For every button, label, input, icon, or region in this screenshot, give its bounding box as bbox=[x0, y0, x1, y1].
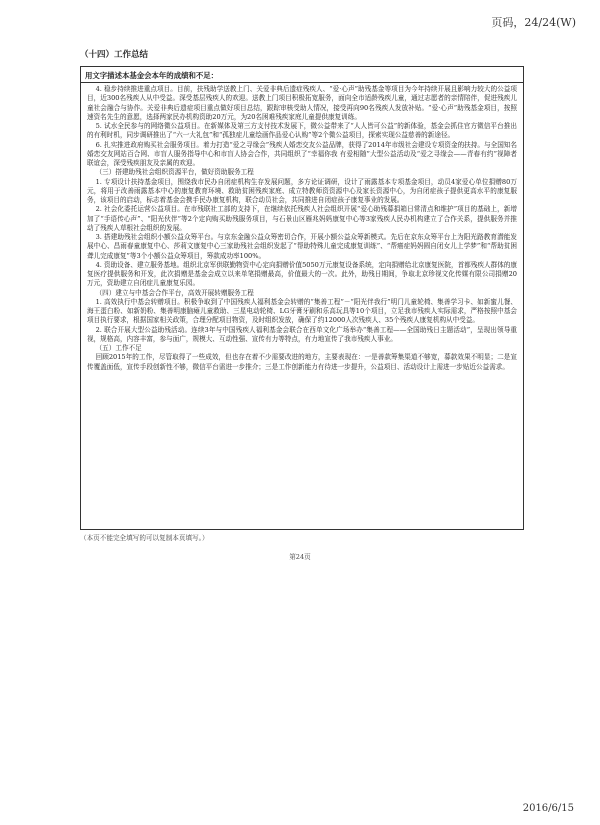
paragraph-key-projects: 4. 稳步持续推进重点项目。目前，扶残助学送教上门、关爱非典后遗症残疾人、“爱·心声”助残基金等项目为今年持续开展且影响力较大的公益项目，近300名残疾人从中受益。深受基层残疾人的欢迎。送教上门项目积极拓宽服务，面向全市适龄残疾儿童，通过志愿者的亲情陪伴，促进残疾儿童社会融合与协作。关爱非典后遗症项目重点做好项目总结，跟踪审核受助人情况，接受再向90名残疾人发放补贴。“爱·心声”助残基金项目，按照速资名先生的意愿，选择两家民办机构资助20万元，为20名困难残疾家庭儿童提供康复训练。 bbox=[87, 85, 517, 121]
copy-note: （本页不能完全填写的可以复制本页填写。） bbox=[80, 534, 209, 542]
prompt-label: 用文字描述本基金会本年的成绩和不足： bbox=[81, 67, 523, 83]
section-title: （十四）工作总结 bbox=[80, 50, 149, 60]
subheading-cooperation-platform: （四）建立与中基会合作平台，高效开展转赠服务工程 bbox=[95, 288, 254, 297]
footer-page-number: 第24页 bbox=[289, 553, 311, 561]
paragraph-micro-charity: 5. 试水全民参与的网络微公益项目。在新媒体及第三方支付技术发展下，微公益带来了“人人皆可公益”的新体验，基金会抓住官方微信平台推出的有利时机，同步调研推出了“六一大礼包”和“孤独症儿童绘画作品爱心认购”等2个微公益项目，探索实现公益慈善的新途径。 bbox=[87, 122, 517, 140]
summary-frame bbox=[80, 66, 524, 530]
paragraph-transfer-projects: 1. 高效执行中基会转赠项目。积极争取到了中国残疾人福利基金会转赠的“集善工程”－“阳光伴我行”明门儿童轮椅、集善学习卡、如新蜜儿餐、海王蛋白粉、如新奶粉、集善明康脑瘫儿童救助、三星电动轮椅、LG牙膏牙刷和乐高玩具等10个项目，立足我市残疾人实际需求，严格按照中基会项目执行要求，根据国家相关政策，合理分配项目物资，及时组织发放，确保了约12000人次残疾人、35个残疾人康复机构从中受益。 bbox=[87, 297, 517, 325]
print-date: 2016/6/15 bbox=[522, 803, 574, 814]
paragraph-gov-services: 6. 扎实推进政府购买社会服务项目。着力打造“爱之寻缘会”残疾人婚恋交友公益品牌，获得了2014年市级社会建设专项资金的扶持。与全国知名婚恋交友网站百合网、市盲人服务指导中心和市盲人协会合作，共同组织了“幸福你我 有爱相随”大型公益活动及“爱之寻缘会——青春有约”视障者联谊会，深受残疾朋友及亲属的欢迎。 bbox=[87, 140, 517, 167]
paragraph-special-fund: 1. 专项设计扶持基金项目，围绕我市民办自闭症机构生存发展问题，多方论证调研，设计了雨露基本专项基金项目，动员4家爱心单位捐赠80万元，将用于改善雨露基本中心的康复教育环境、救助贫困残疾家庭、成立特教师资资源中心及家长资源中心，为自闭症孩子提供更高水平的康复服务，该项目的启动，标志着基金会携手民办康复机构，联合动员社会，共同推进自闭症孩子康复事业的发展。 bbox=[87, 177, 517, 204]
page-number: 页码，24/24(W) bbox=[491, 16, 576, 29]
paragraph-equipment-donation: 4. 资助设备、建立服务基地。组织北京军供联勤物资中心定向捐赠价值5050万元康复设备系统，定向捐赠给北京康复医院，首都残疾人群体的康复医疗提供服务和开发，此次捐赠是基金会成立以来单笔捐赠最高，价值最大的一次。此外，助残日期间，争取北京珍视文化传媒有限公司捐赠20万元，资助建立自闭症儿童康复乐园。 bbox=[87, 260, 517, 288]
subheading-shortcomings: （五）工作不足 bbox=[95, 344, 142, 352]
paragraph-outsourced-projects: 2. 社会化委托运营公益项目。在市残联社工部的支持下，在继续依托残疾人社会组织开展“爱心助残募捐箱日常清点和维护”项目的基础上，新增加了“手语传心声”、“阳光伙伴”等2个定向购买助残服务项目，与石景山区雁兆妈妈康复中心等3家残疾人民办机构建立了合作关系，提供服务并推动了残疾人草根社会组织的发展。 bbox=[87, 205, 517, 232]
paragraph-shortcomings: 回顾2015年的工作，尽管取得了一些成效，但也存在着不少需要改进的地方，主要表现在：一是善款筹集渠道不够宽，募款效果不明显；二是宣传覆盖面低，宣传手段创新性不够，微信平台需进一步推介；三是工作创新能力有待进一步提升，公益项目、活动设计上需进一步贴近公益需求。 bbox=[87, 353, 517, 371]
summary-body bbox=[81, 83, 523, 372]
paragraph-joint-activities: 2. 联合开展大型公益助残活动。连续3年与中国残疾人福利基金会联合在西单文化广场举办“集善工程——全国助残日主题活动”，呈现出领导重视，规格高，内容丰富，参与面广，规模大、互动性强、宣传有力等特点，有力地宣传了我市残疾人事业。 bbox=[87, 325, 517, 343]
paragraph-crowdfunding: 3. 搭建助残社会组织小额公益众筹平台。与京东金融公益众筹密切合作，开展小额公益众筹新模式。先后在京东众筹平台上为阳光路教育潜能发展中心、昌雨春童康复中心、莎莉文康复中心三家助残社会组织发起了“帮助特殊儿童完成康复训练”、“帮癌症妈妈圆自闭女儿上学梦”和“帮助贫困聋儿完成康复”等3个小额公益众筹项目，筹款成功率100%。 bbox=[87, 233, 517, 260]
subheading-resource-platform: （三）搭建助残社会组织资源平台，做好资助服务工程 bbox=[95, 168, 254, 177]
